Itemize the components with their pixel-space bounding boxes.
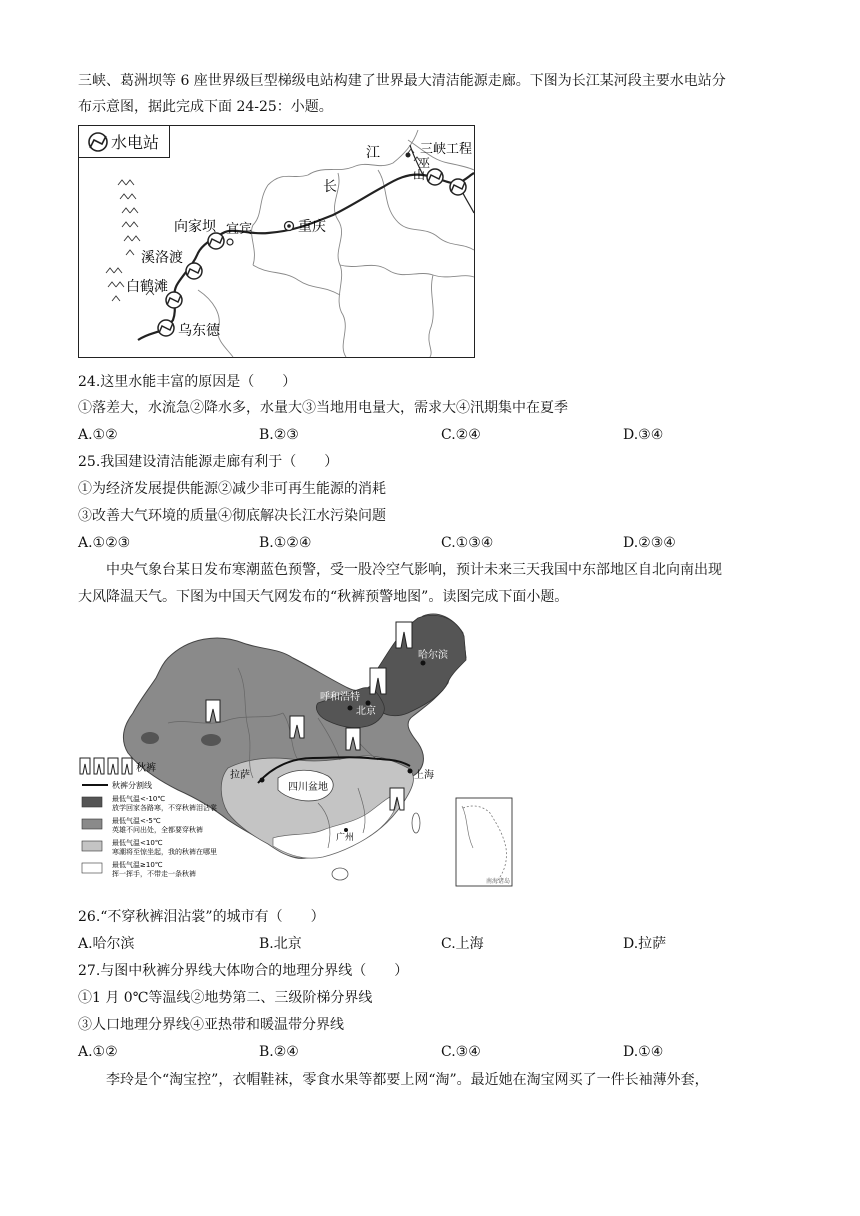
intro-text-line-1: 三峡、葛洲坝等 6 座世界级巨型梯级电站构建了世界最大清洁能源走廊。下图为长江某河段主要水电站分 [78, 73, 726, 89]
q24-option-b: B.②③ [259, 427, 299, 443]
q24-option-c: C.②④ [441, 427, 481, 443]
q26-option-d: D.拉萨 [623, 936, 667, 952]
q25-items-1: ①为经济发展提供能源②减少非可再生能源的消耗 [78, 481, 386, 497]
station-icon-xiangjiaba [208, 233, 224, 249]
legend-3b: 寒潮将至惊坐起，我的秋裤在哪里 [112, 848, 217, 856]
q26-option-b: B.北京 [259, 936, 302, 952]
label-sanxia: 三峡工程 [420, 142, 473, 157]
hydropower-map [78, 125, 475, 358]
legend-2a: 最低气温<-5℃ [112, 817, 161, 825]
q24-items: ①落差大，水流急②降水多，水量大③当地用电量大，需求大④汛期集中在夏季 [78, 400, 568, 416]
label-south-sea: 南海诸岛 [486, 878, 511, 885]
q27-option-b: B.②④ [259, 1044, 299, 1060]
label-harbin: 哈尔滨 [418, 650, 448, 661]
q25-stem: 25.我国建设清洁能源走廊有利于（ ） [78, 454, 339, 470]
legend-1b: 放学回家各路寒，不穿秋裤泪沾裳 [112, 804, 217, 812]
legend-swatch-1 [82, 797, 102, 807]
station-icon-wudongde [158, 320, 174, 336]
intro3-text-line-1: 李玲是个“淘宝控”，衣帽鞋袜，零食水果等都要上网“淘”。最近她在淘宝网买了一件长袖薄外套， [106, 1072, 709, 1088]
q25-option-d: D.②③④ [623, 535, 676, 551]
label-wu: 巫 [418, 156, 431, 170]
legend-2b: 英雄不问出处，全都要穿秋裤 [112, 826, 203, 834]
q24-stem: 24.这里水能丰富的原因是（ ） [78, 374, 297, 390]
label-wudongde: 乌东德 [178, 323, 220, 339]
legend-swatch-3 [82, 841, 102, 851]
south-sea-inset [456, 798, 512, 886]
intro-text-line-2: 布示意图，据此完成下面 24-25：小题。 [78, 99, 333, 115]
label-shan: 山 [413, 168, 426, 182]
legend-qiuku-icon [80, 758, 132, 774]
q25-option-a: A.①②③ [78, 535, 131, 551]
legend-4b: 挥一挥手，不带走一条秋裤 [112, 870, 196, 878]
qiuku-warning-map [78, 608, 518, 888]
q26-option-c: C.上海 [441, 936, 484, 952]
q25-items-2: ③改善大气环境的质量④彻底解决长江水污染问题 [78, 508, 386, 524]
label-beijing: 北京 [356, 706, 376, 717]
q24-option-d: D.③④ [623, 427, 664, 443]
label-shanghai: 上海 [414, 770, 434, 781]
station-icon-baihetan [166, 292, 182, 308]
legend-swatch-2 [82, 819, 102, 829]
label-guangzhou: 广州 [336, 833, 355, 843]
intro2-text-line-2: 大风降温天气。下图为中国天气网发布的“秋裤预警地图”。读图完成下面小题。 [78, 589, 569, 605]
q26-stem: 26.“不穿秋裤泪沾裳”的城市有（ ） [78, 909, 325, 925]
label-chongqing: 重庆 [298, 219, 326, 235]
legend-4a: 最低气温≥10℃ [112, 861, 163, 869]
q26-option-a: A.哈尔滨 [78, 936, 135, 952]
legend-3a: 最低气温<10℃ [112, 839, 163, 847]
label-chang: 长 [323, 179, 337, 195]
station-icon-sanxia-2 [450, 179, 466, 195]
station-icon-sanxia-1 [427, 169, 443, 185]
label-yibin: 宜宾 [226, 222, 253, 237]
q27-items-1: ①1 月 0℃等温线②地势第二、三级阶梯分界线 [78, 990, 373, 1006]
label-sichuan: 四川盆地 [288, 782, 328, 793]
label-baihetan: 白鹤滩 [126, 279, 168, 295]
label-xiangjiaba: 向家坝 [174, 219, 216, 235]
q25-option-b: B.①②④ [259, 535, 312, 551]
legend-label: 水电站 [111, 133, 160, 152]
label-xiluodu: 溪洛渡 [141, 250, 183, 266]
station-icon-xiluodu [186, 263, 202, 279]
yibin-marker [227, 239, 233, 245]
q27-option-a: A.①② [78, 1044, 118, 1060]
q27-option-c: C.③④ [441, 1044, 481, 1060]
label-hohhot: 呼和浩特 [320, 692, 360, 703]
legend-qiuku-label: 秋裤 [136, 763, 156, 774]
intro2-text-line-1: 中央气象台某日发布寒潮蓝色预警，受一股冷空气影响，预计未来三天我国中东部地区自北向南出现 [106, 562, 722, 578]
label-jiang: 江 [366, 145, 380, 161]
q25-option-c: C.①③④ [441, 535, 494, 551]
legend-divider-label: 秋裤分割线 [112, 781, 152, 790]
q24-option-a: A.①② [78, 427, 118, 443]
legend-swatch-4 [82, 863, 102, 873]
label-lhasa: 拉萨 [230, 770, 250, 781]
q27-stem: 27.与图中秋裤分界线大体吻合的地理分界线（ ） [78, 963, 409, 979]
q27-option-d: D.①④ [623, 1044, 664, 1060]
q27-items-2: ③人口地理分界线④亚热带和暖温带分界线 [78, 1017, 344, 1033]
legend-1a: 最低气温<-10℃ [112, 795, 166, 803]
